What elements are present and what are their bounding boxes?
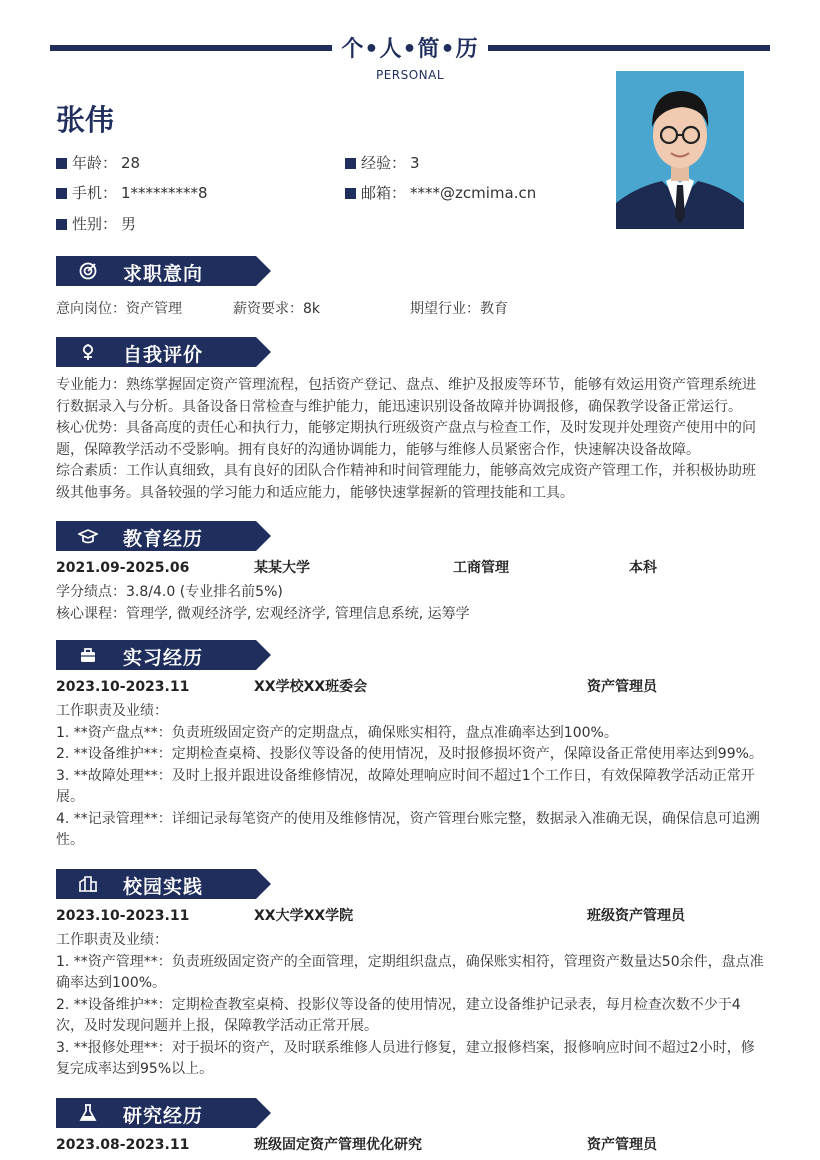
research-project: 班级固定资产管理优化研究 bbox=[254, 1137, 422, 1153]
internship-role: 资产管理员 bbox=[587, 679, 657, 695]
header-line-right bbox=[488, 45, 770, 51]
self-eval-paragraph: 专业能力：熟练掌握固定资产管理流程，包括资产登记、盘点、维护及报废等环节，能够有效运用资产管理系统进行数据录入与分析。具备设备日常检查与维护能力，能迅速识别设备故障并协调报修，确保教学设备正常运行。 bbox=[56, 377, 756, 415]
internship-line: 3. **故障处理**：及时上报并跟进设备维修情况，故障处理响应时间不超过1个工作日，有效保障教学活动正常开展。 bbox=[56, 767, 755, 805]
education-row bbox=[56, 558, 768, 578]
education-date: 2021.09-2025.06 bbox=[56, 560, 190, 576]
internship-org: XX学校XX班委会 bbox=[254, 679, 368, 695]
section-title: 实习经历 bbox=[123, 647, 204, 669]
resume-header bbox=[50, 36, 770, 60]
phone-value: 1*********8 bbox=[121, 184, 208, 202]
bullet-square bbox=[345, 188, 356, 199]
education-school: 某某大学 bbox=[254, 560, 310, 576]
internship-row bbox=[56, 677, 768, 697]
education-courses: 核心课程：管理学, 微观经济学, 宏观经济学, 管理信息系统, 运筹学 bbox=[56, 606, 470, 622]
resume-subtitle: PERSONAL bbox=[375, 68, 445, 82]
resume-title: 个•人•简•历 bbox=[341, 37, 479, 62]
section-header-campus bbox=[56, 869, 271, 899]
briefcase-icon bbox=[78, 645, 98, 665]
gender-label: 性别： bbox=[72, 215, 118, 233]
education-degree: 本科 bbox=[629, 560, 657, 576]
info-experience bbox=[345, 153, 420, 173]
target-icon bbox=[78, 261, 98, 281]
intent-industry: 期望行业：教育 bbox=[410, 301, 508, 317]
flask-icon bbox=[78, 1103, 98, 1123]
internship-line: 2. **设备维护**：定期检查桌椅、投影仪等设备的使用情况，及时报修损坏资产，保障设备正常使用率达到99%。 bbox=[56, 746, 763, 762]
bullet-square bbox=[56, 219, 67, 230]
self-eval-paragraph: 综合素质：工作认真细致，具有良好的团队合作精神和时间管理能力，能够高效完成资产管理工作，并积极协助班级其他事务。具备较强的学习能力和适应能力，能够快速掌握新的管理技能和工具。 bbox=[56, 463, 756, 501]
info-gender bbox=[56, 214, 136, 234]
campus-org: XX大学XX学院 bbox=[254, 908, 354, 924]
info-email bbox=[345, 183, 536, 203]
experience-value: 3 bbox=[410, 154, 420, 172]
campus-line: 3. **报修处理**：对于损坏的资产，及时联系维修人员进行修复，建立报修档案，报修响应时间不超过2小时，修复完成率达到95%以上。 bbox=[56, 1039, 755, 1077]
section-header-internship bbox=[56, 640, 271, 670]
internship-line: 4. **记录管理**：详细记录每笔资产的使用及维修情况，资产管理台账完整，数据录入准确无误，确保信息可追溯性。 bbox=[56, 810, 760, 848]
campus-line: 1. **资产管理**：负责班级固定资产的全面管理，定期组织盘点，确保账实相符，管理资产数量达50余件，盘点准确率达到100%。 bbox=[56, 953, 764, 991]
section-title: 自我评价 bbox=[123, 344, 204, 366]
self-eval-text bbox=[56, 375, 768, 504]
age-label: 年龄： bbox=[72, 154, 118, 172]
section-title: 研究经历 bbox=[123, 1105, 204, 1127]
section-header-education bbox=[56, 521, 271, 551]
section-header-intent bbox=[56, 256, 271, 286]
section-title: 校园实践 bbox=[123, 876, 204, 898]
building-icon bbox=[78, 874, 98, 894]
research-row bbox=[56, 1135, 768, 1155]
campus-role: 班级资产管理员 bbox=[587, 908, 685, 924]
section-title: 教育经历 bbox=[123, 528, 204, 550]
bullet-square bbox=[56, 188, 67, 199]
section-header-research bbox=[56, 1098, 271, 1128]
phone-label: 手机： bbox=[72, 184, 118, 202]
flower-icon bbox=[78, 342, 98, 362]
info-phone bbox=[56, 183, 208, 203]
campus-details bbox=[56, 930, 768, 1081]
email-value: ****@zcmima.cn bbox=[410, 184, 537, 202]
bullet-square bbox=[56, 158, 67, 169]
email-label: 邮箱： bbox=[361, 184, 407, 202]
intent-position: 意向岗位：资产管理 bbox=[56, 301, 182, 317]
section-title: 求职意向 bbox=[123, 263, 204, 285]
research-date: 2023.08-2023.11 bbox=[56, 1137, 190, 1153]
research-role: 资产管理员 bbox=[587, 1137, 657, 1153]
graduation-cap-icon bbox=[78, 526, 98, 546]
profile-photo bbox=[616, 71, 744, 229]
experience-label: 经验： bbox=[361, 154, 407, 172]
education-gpa: 学分绩点：3.8/4.0 (专业排名前5%) bbox=[56, 584, 283, 600]
campus-line: 工作职责及业绩： bbox=[56, 932, 168, 948]
internship-line: 工作职责及业绩： bbox=[56, 703, 168, 719]
age-value: 28 bbox=[121, 154, 141, 172]
education-major: 工商管理 bbox=[453, 560, 509, 576]
intent-salary: 薪资要求：8k bbox=[233, 301, 321, 317]
gender-value: 男 bbox=[121, 215, 137, 233]
campus-row bbox=[56, 906, 768, 926]
intent-row bbox=[56, 299, 768, 319]
campus-date: 2023.10-2023.11 bbox=[56, 908, 190, 924]
internship-line: 1. **资产盘点**：负责班级固定资产的定期盘点，确保账实相符，盘点准确率达到100%。 bbox=[56, 724, 618, 741]
campus-line: 2. **设备维护**：定期检查教室桌椅、投影仪等设备的使用情况，建立设备维护记录表，每月检查次数不少于4次，及时发现问题并上报，保障教学活动正常开展。 bbox=[56, 996, 741, 1034]
self-eval-paragraph: 核心优势：具备高度的责任心和执行力，能够定期执行班级资产盘点与检查工作，及时发现并处理资产使用中的问题，保障教学活动不受影响。拥有良好的沟通协调能力，能够与维修人员紧密合作，快速解决设备故障。 bbox=[56, 420, 756, 458]
candidate-name: 张伟 bbox=[56, 103, 115, 137]
info-age bbox=[56, 153, 140, 173]
bullet-square bbox=[345, 158, 356, 169]
section-header-self-eval bbox=[56, 337, 271, 367]
internship-date: 2023.10-2023.11 bbox=[56, 679, 190, 695]
internship-details bbox=[56, 701, 768, 852]
